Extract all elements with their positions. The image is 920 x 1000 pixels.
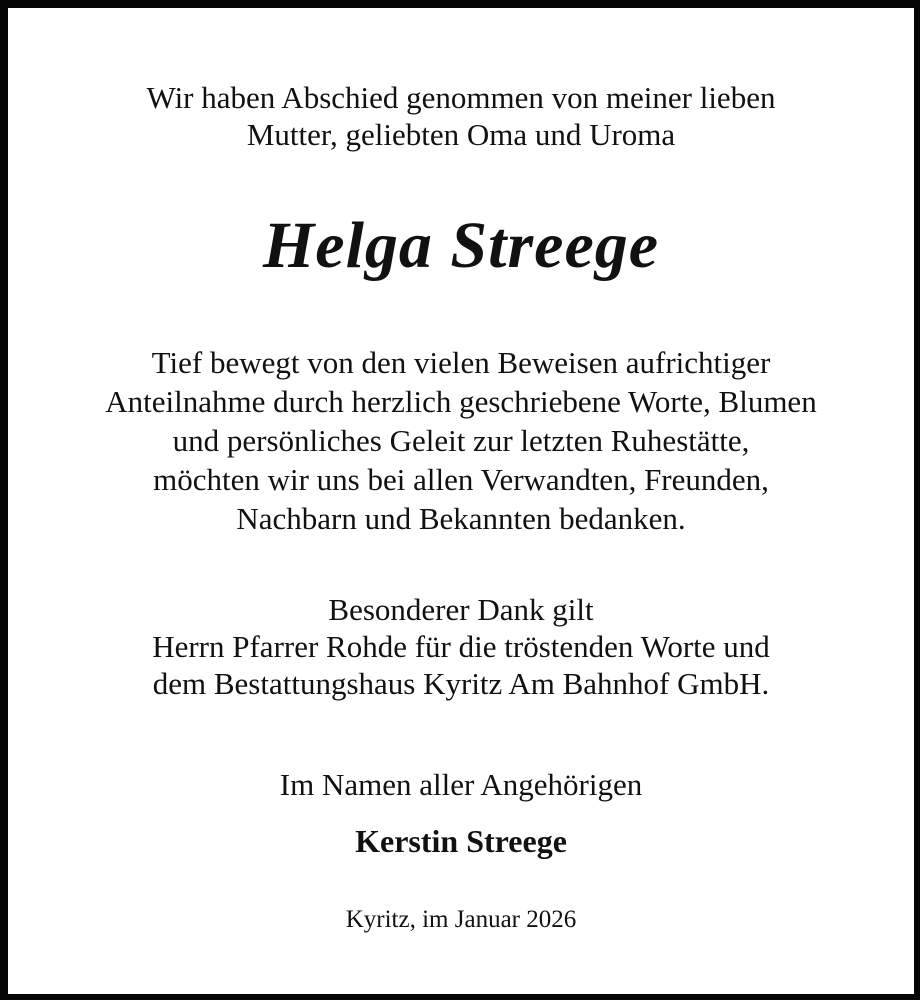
intro-line: Mutter, geliebten Oma und Uroma xyxy=(246,117,676,152)
thanks-line: Nachbarn und Bekannten bedanken. xyxy=(236,501,686,536)
on-behalf-line: Im Namen aller Angehörigen xyxy=(279,767,643,802)
thanks-line: Tief bewegt von den vielen Beweisen aufrichtiger xyxy=(151,345,771,380)
thanks-line: möchten wir uns bei allen Verwandten, Freunden, xyxy=(153,462,769,497)
thanks-line: Anteilnahme durch herzlich geschriebene Worte, Blumen xyxy=(105,384,817,419)
special-thanks-line: dem Bestattungshaus Kyritz Am Bahnhof GmbH. xyxy=(152,666,770,701)
special-thanks-line: Herrn Pfarrer Rohde für die tröstenden Worte und xyxy=(152,629,770,664)
special-thanks-line: Besonderer Dank gilt xyxy=(328,592,594,627)
thanks-line: und persönliches Geleit zur letzten Ruhestätte, xyxy=(172,423,750,458)
deceased-name: Helga Streege xyxy=(262,209,660,282)
intro-line: Wir haben Abschied genommen von meiner lieben xyxy=(146,80,776,115)
signer-name: Kerstin Streege xyxy=(355,823,567,859)
place-date: Kyritz, im Januar 2026 xyxy=(345,906,577,933)
